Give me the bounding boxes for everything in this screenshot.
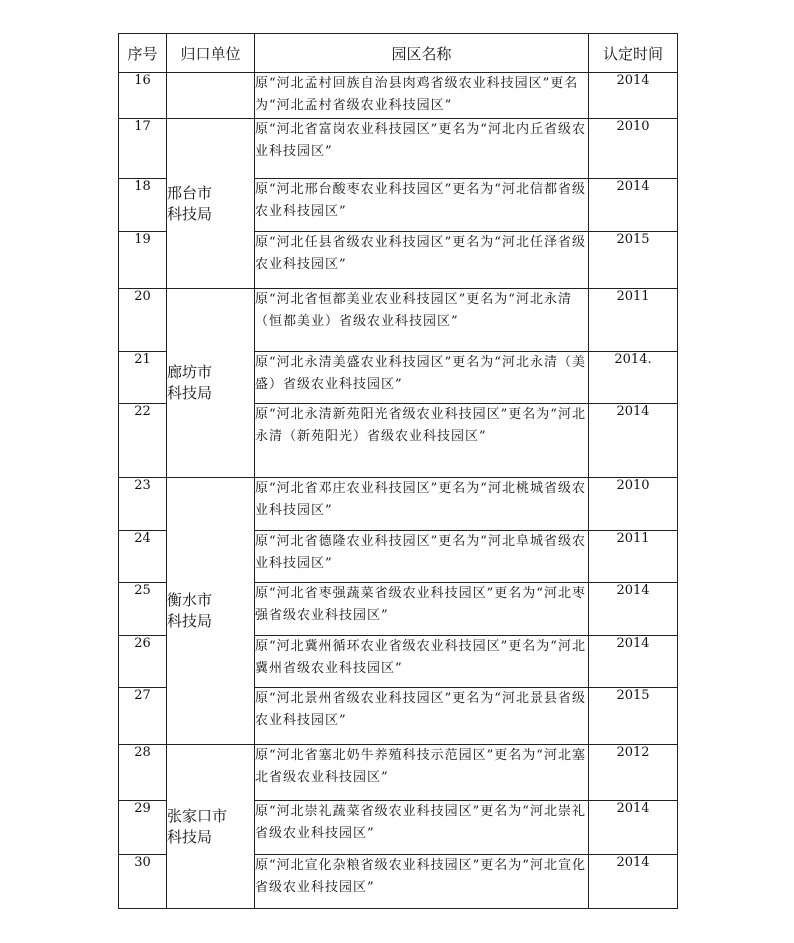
header-year: 认定时间 <box>589 34 678 73</box>
row-number: 16 <box>119 73 167 119</box>
approval-year: 2014 <box>589 73 678 119</box>
responsible-unit <box>167 119 255 289</box>
unit-bureau: 科技局 <box>167 204 213 223</box>
row-number: 30 <box>119 855 167 909</box>
row-number: 20 <box>119 289 167 352</box>
unit-city: 张家口市 <box>167 806 228 825</box>
park-name: 原“河北省德隆农业科技园区”更名为“河北阜城省级农业科技园区” <box>255 531 589 583</box>
header-no: 序号 <box>119 34 167 73</box>
row-number: 17 <box>119 119 167 179</box>
park-name: 原“河北永清新苑阳光省级农业科技园区”更名为“河北永清（新苑阳光）省级农业科技园区” <box>255 404 589 478</box>
table-body <box>119 73 678 909</box>
park-name: 原“河北景州省级农业科技园区”更名为“河北景县省级农业科技园区” <box>255 688 589 745</box>
park-name: 原“河北永清美盛农业科技园区”更名为“河北永清（美盛）省级农业科技园区” <box>255 352 589 404</box>
header-name: 园区名称 <box>255 34 589 73</box>
row-number: 19 <box>119 232 167 289</box>
row-number: 29 <box>119 801 167 855</box>
unit-city: 邢台市 <box>167 183 213 202</box>
approval-year: 2010 <box>589 119 678 179</box>
row-number: 21 <box>119 352 167 404</box>
approval-year: 2014 <box>589 801 678 855</box>
approval-year: 2014 <box>589 583 678 636</box>
park-name: 原“河北邢台酸枣农业科技园区”更名为“河北信都省级农业科技园区” <box>255 179 589 232</box>
approval-year: 2014 <box>589 636 678 688</box>
approval-year: 2012 <box>589 745 678 801</box>
unit-city: 衡水市 <box>167 591 213 609</box>
row-number: 26 <box>119 636 167 688</box>
responsible-unit <box>167 745 255 909</box>
approval-year: 2014 <box>589 179 678 232</box>
approval-year: 2014 <box>589 404 678 478</box>
unit-bureau: 科技局 <box>167 612 213 630</box>
row-number: 22 <box>119 404 167 478</box>
responsible-unit <box>167 478 255 745</box>
header-unit: 归口单位 <box>167 34 255 73</box>
approval-year: 2014. <box>589 352 678 404</box>
approval-year: 2015 <box>589 688 678 745</box>
park-name: 原“河北省邓庄农业科技园区”更名为“河北桃城省级农业科技园区” <box>255 478 589 531</box>
park-name: 原“河北省富岗农业科技园区”更名为“河北内丘省级农业科技园区” <box>255 119 589 179</box>
park-rename-table <box>118 33 678 909</box>
table-row <box>119 745 678 801</box>
responsible-unit <box>167 73 255 119</box>
row-number: 28 <box>119 745 167 801</box>
approval-year: 2010 <box>589 478 678 531</box>
unit-bureau: 科技局 <box>167 827 213 846</box>
row-number: 18 <box>119 179 167 232</box>
table-row <box>119 119 678 179</box>
table-row <box>119 478 678 531</box>
row-number: 24 <box>119 531 167 583</box>
park-name: 原“河北冀州循环农业省级农业科技园区”更名为“河北冀州省级农业科技园区” <box>255 636 589 688</box>
unit-city: 廊坊市 <box>167 363 213 381</box>
approval-year: 2011 <box>589 531 678 583</box>
table-row <box>119 289 678 352</box>
park-name: 原“河北省恒都美业农业科技园区”更名为“河北永清（恒都美业）省级农业科技园区” <box>255 289 589 352</box>
table-row <box>119 73 678 119</box>
approval-year: 2011 <box>589 289 678 352</box>
responsible-unit <box>167 289 255 478</box>
approval-year: 2014 <box>589 855 678 909</box>
unit-bureau: 科技局 <box>167 384 213 402</box>
table-header-row <box>119 34 678 73</box>
row-number: 23 <box>119 478 167 531</box>
park-name: 原“河北省塞北奶牛养殖科技示范园区”更名为“河北塞北省级农业科技园区” <box>255 745 589 801</box>
park-name: 原“河北省枣强蔬菜省级农业科技园区”更名为“河北枣强省级农业科技园区” <box>255 583 589 636</box>
park-name: 原“河北宣化杂粮省级农业科技园区”更名为“河北宣化省级农业科技园区” <box>255 855 589 909</box>
park-name: 原“河北任县省级农业科技园区”更名为“河北任泽省级农业科技园区” <box>255 232 589 289</box>
park-name: 原“河北孟村回族自治县肉鸡省级农业科技园区”更名为“河北孟村省级农业科技园区” <box>255 73 589 119</box>
approval-year: 2015 <box>589 232 678 289</box>
row-number: 25 <box>119 583 167 636</box>
row-number: 27 <box>119 688 167 745</box>
park-name: 原“河北崇礼蔬菜省级农业科技园区”更名为“河北崇礼省级农业科技园区” <box>255 801 589 855</box>
